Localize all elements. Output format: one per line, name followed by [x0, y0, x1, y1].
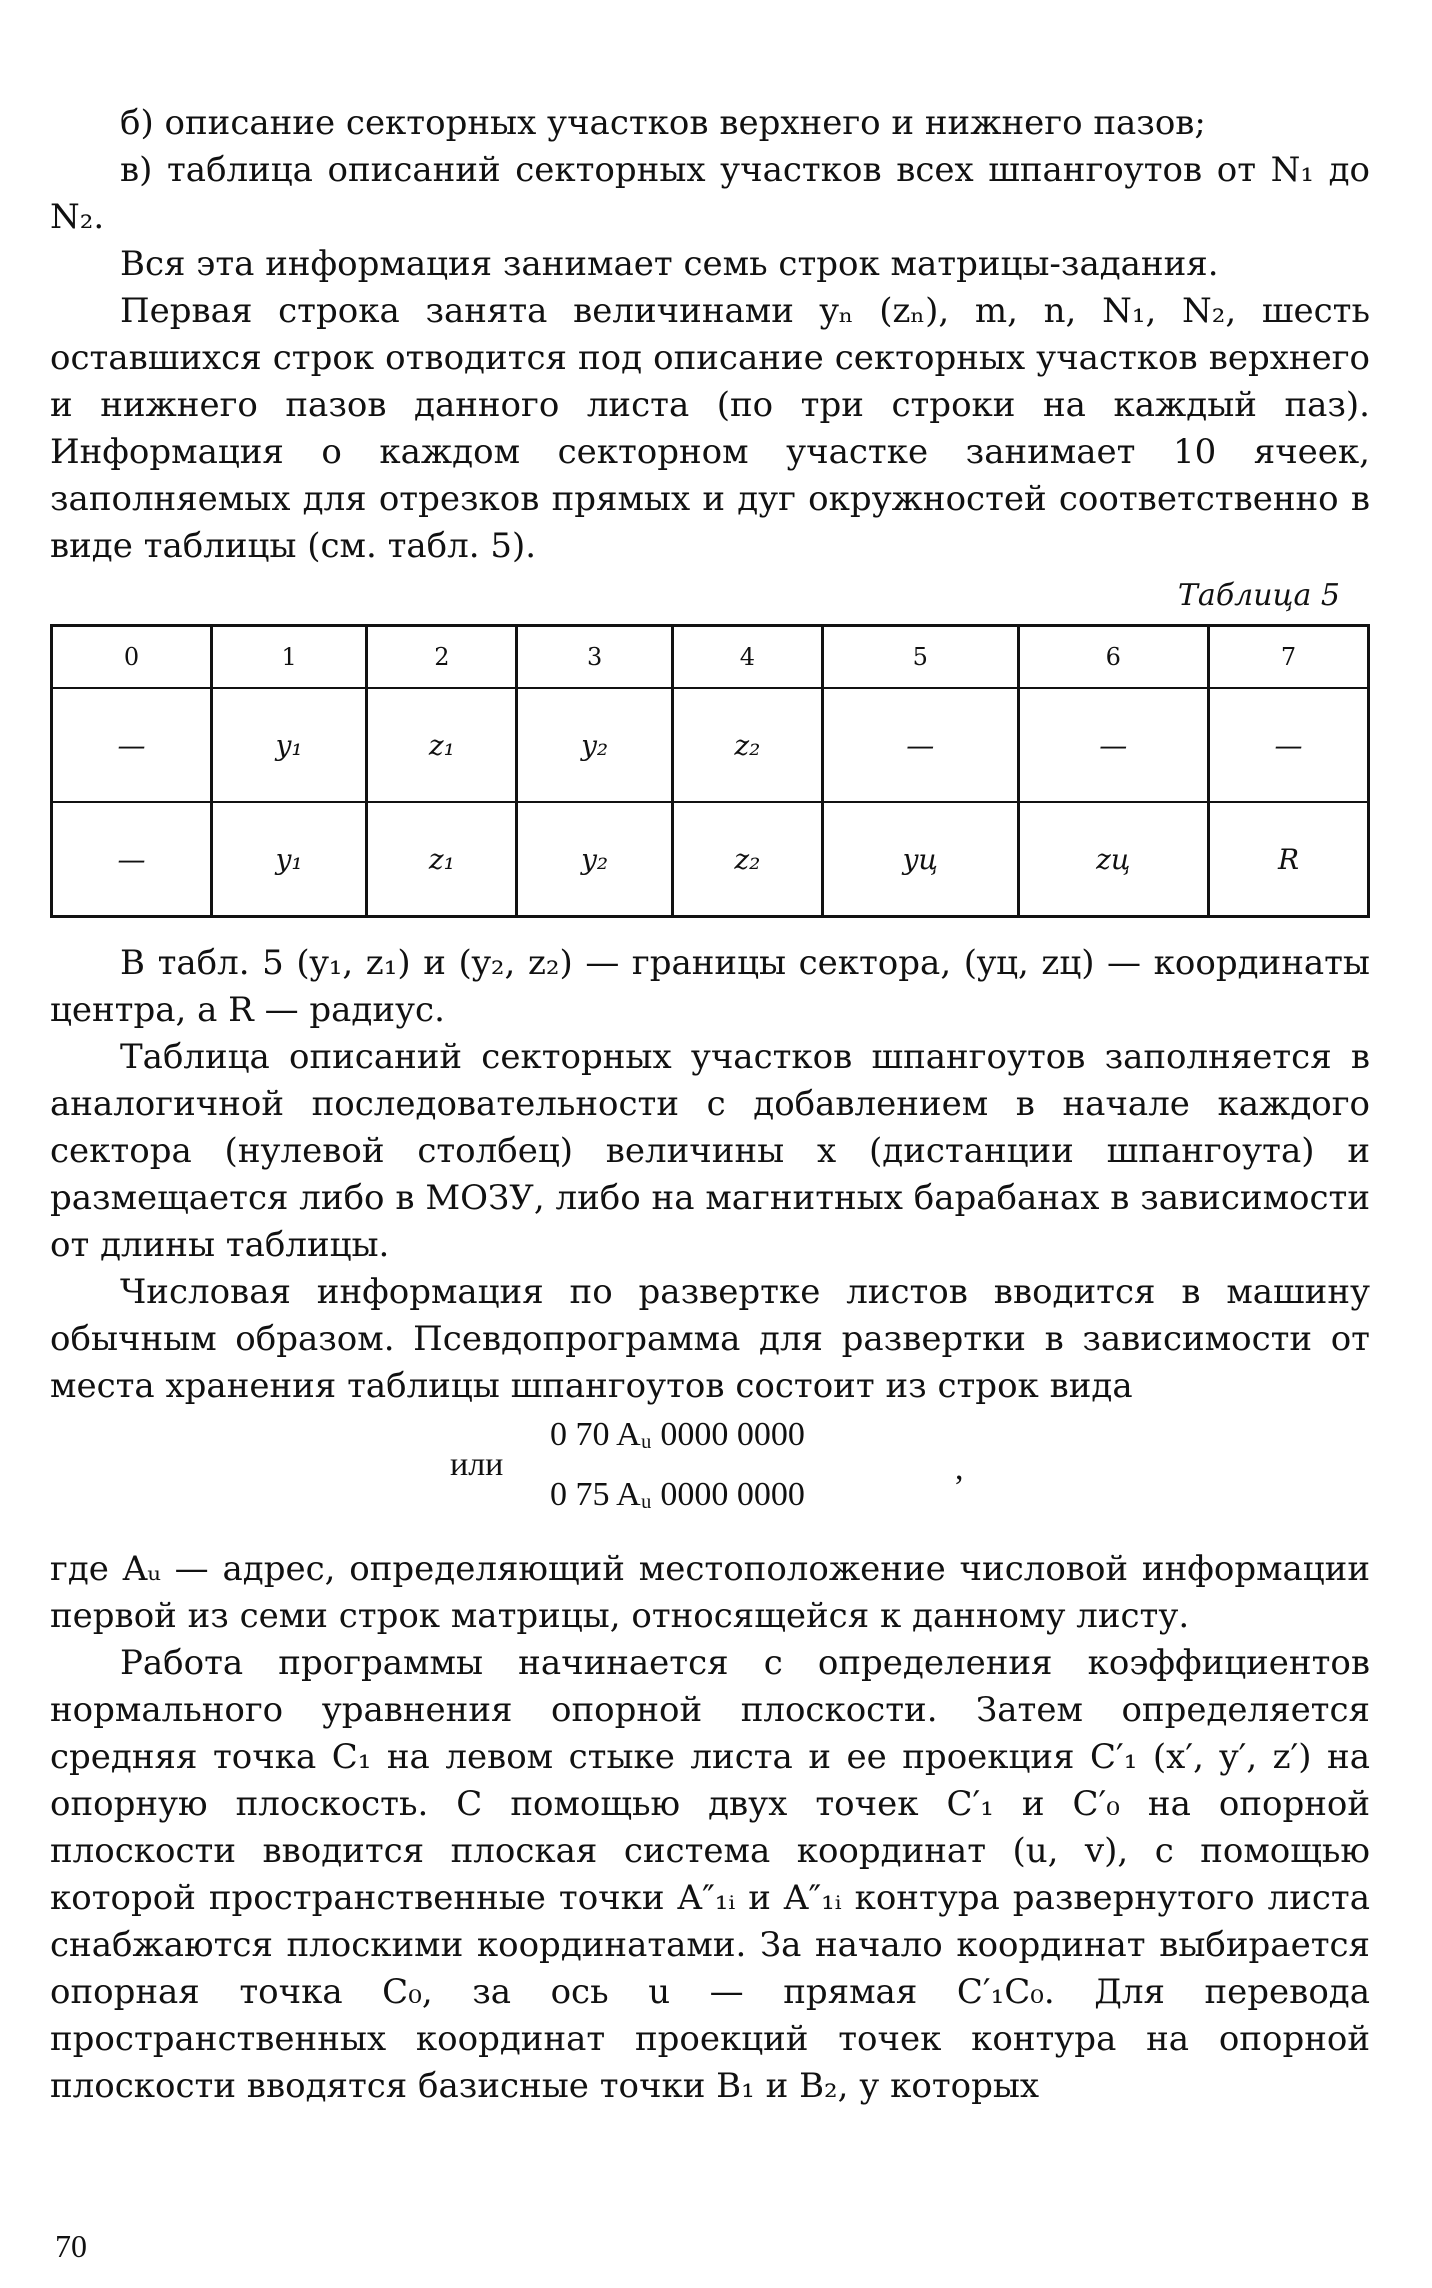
header-cell: 1 — [211, 626, 366, 689]
paragraph-program-work: Работа программы начинается с определения коэффициентов нормального уравнения опорной плоскости. Затем определяется средняя точка C₁ на левом стыке листа и ее проекция C′₁ (x′, y′, z′) на опорную плоскость. С помощью двух точек C′₁ и C′₀ на опорной плоскости вводится плоская система координат (u, v), с помощью которой пространственные точки A″₁ᵢ и A″₁ᵢ контура развернутого листа снабжаются плоскими координатами. За начало координат выбирается опорная точка C₀, за ось u — прямая C′₁C₀. Для перевода пространственных координат проекций точек контура на опорной плоскости вводятся базисные точки B₁ и B₂, у которых — [50, 1643, 1370, 2106]
paragraph-table-explanation: В табл. 5 (y₁, z₁) и (y₂, z₂) — границы сектора, (yц, zц) — координаты центра, а R — радиус. — [50, 943, 1370, 1030]
table-row — [52, 802, 1369, 917]
paragraph-numeric-input: Числовая информация по развертке листов вводится в машину обычным образом. Псевдопрограмма для развертки в зависимости от места хранения таблицы шпангоутов состоит из строк вида — [50, 1272, 1370, 1406]
page-body — [50, 100, 1370, 2110]
table-header-row — [52, 626, 1369, 689]
header-cell: 7 — [1209, 626, 1369, 689]
table-caption: Таблица 5 — [1177, 578, 1340, 613]
formula-punctuation: , — [955, 1450, 964, 1487]
table-row — [52, 688, 1369, 802]
paragraph-first-row: Первая строка занята величинами yₙ (zₙ), m, n, N₁, N₂, шесть оставшихся строк отводится под описание секторных участков верхнего и нижнего пазов данного листа (по три строки на каждый паз). Информация о каждом секторном участке занимает 10 ячеек, заполняемых для отрезков прямых и дуг окружностей соответственно в виде таблицы (см. табл. 5). — [50, 291, 1370, 566]
header-cell: 2 — [367, 626, 517, 689]
table-cell: y₂ — [517, 802, 672, 917]
pseudo-program-formula — [50, 1410, 1370, 1540]
formula-line-1: 0 70 Aᵤ 0000 0000 — [550, 1416, 805, 1453]
table-cell: z₂ — [672, 688, 822, 802]
header-cell: 3 — [517, 626, 672, 689]
header-cell: 0 — [52, 626, 212, 689]
page-number: 70 — [55, 2228, 87, 2264]
table-cell: zц — [1018, 802, 1208, 917]
table-cell: y₂ — [517, 688, 672, 802]
table-cell: R — [1277, 842, 1300, 876]
table-cell: — — [1209, 688, 1369, 802]
table-cell: — — [52, 802, 212, 917]
table-cell: z₁ — [367, 802, 517, 917]
table-cell: yц — [822, 802, 1018, 917]
formula-conjunction: или — [450, 1446, 504, 1483]
header-cell: 4 — [672, 626, 822, 689]
formula-line-2: 0 75 Aᵤ 0000 0000 — [550, 1476, 805, 1513]
table-cell: — — [822, 688, 1018, 802]
table-cell: — — [1018, 688, 1208, 802]
table-5 — [50, 624, 1370, 918]
header-cell: 5 — [822, 626, 1018, 689]
paragraph-matrix-rows: Вся эта информация занимает семь строк матрицы-задания. — [120, 244, 1219, 284]
table-cell: y₁ — [211, 688, 366, 802]
paragraph-frame-table: Таблица описаний секторных участков шпангоутов заполняется в аналогичной последовательности с добавлением в начале каждого сектора (нулевой столбец) величины x (дистанции шпангоута) и размещается либо в МОЗУ, либо на магнитных барабанах в зависимости от длины таблицы. — [50, 1037, 1370, 1265]
table-cell: z₂ — [672, 802, 822, 917]
table-cell: y₁ — [211, 802, 366, 917]
table-cell: z₁ — [367, 688, 517, 802]
table-cell: — — [52, 688, 212, 802]
paragraph-list-b: б) описание секторных участков верхнего и нижнего пазов; — [120, 103, 1206, 143]
header-cell: 6 — [1018, 626, 1208, 689]
paragraph-address: где Aᵤ — адрес, определяющий местоположение числовой информации первой из семи строк матрицы, относящейся к данному листу. — [50, 1549, 1370, 1636]
paragraph-list-v: в) таблица описаний секторных участков всех шпангоутов от N₁ до N₂. — [50, 150, 1370, 237]
